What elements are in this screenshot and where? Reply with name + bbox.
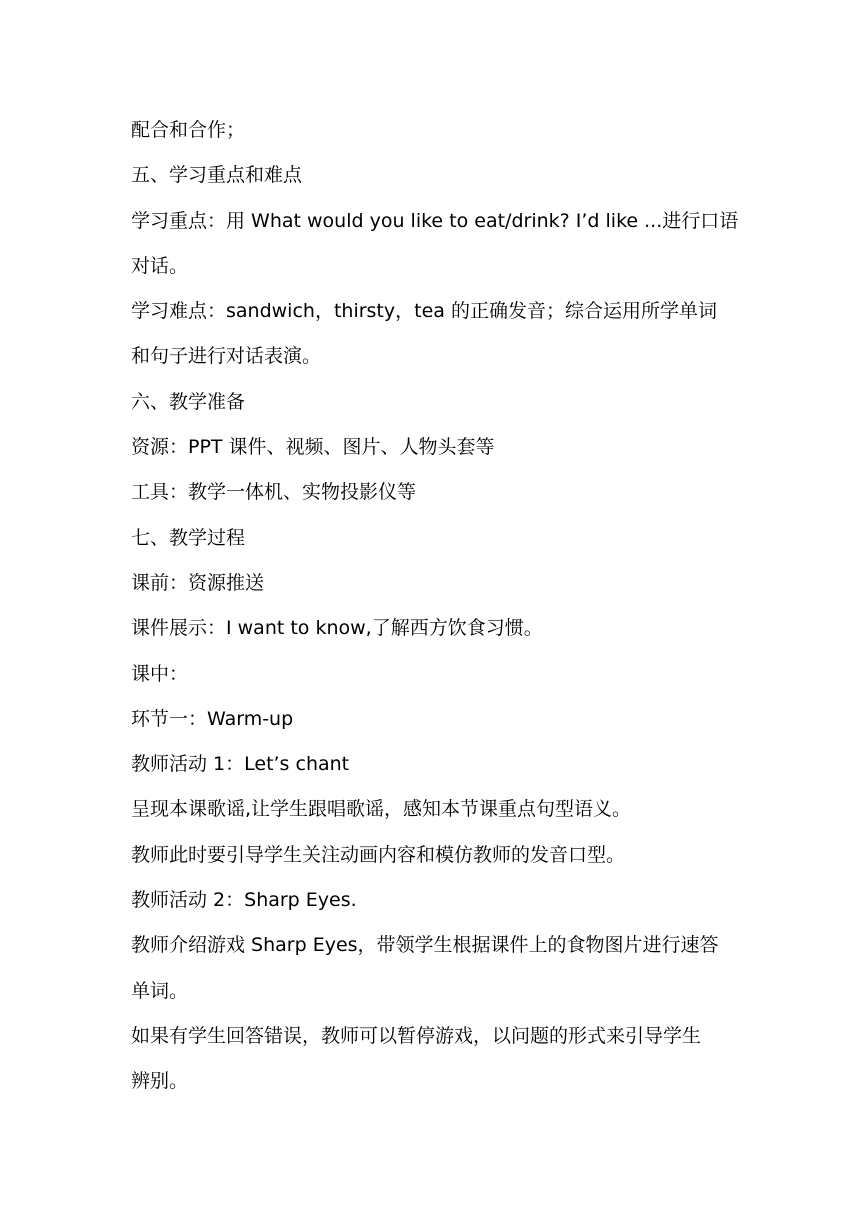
text-line-cooperation: 配合和合作； <box>131 119 246 141</box>
text-line-in-class: 课中： <box>131 662 189 685</box>
section-heading-process: 七、教学过程 <box>131 526 246 549</box>
text-line-chant-guide: 教师此时要引导学生关注动画内容和模仿教师的发音口型。 <box>131 843 626 866</box>
text-line-tools: 工具：教学一体机、实物投影仪等 <box>131 481 417 504</box>
text-line-game-intro: 教师介绍游戏 Sharp Eyes，带领学生根据课件上的食物图片进行速答 <box>131 934 719 957</box>
text-line-before-class: 课前：资源推送 <box>131 571 265 594</box>
text-line-stage-one: 环节一：Warm-up <box>131 707 294 730</box>
text-line-difficult-point: 学习难点：sandwich，thirsty，tea 的正确发音；综合运用所学单词 <box>131 300 717 323</box>
text-line-error-handling-cont: 辨别。 <box>131 1070 189 1093</box>
section-heading-preparation: 六、教学准备 <box>131 390 246 413</box>
text-line-key-point: 学习重点：用 What would you like to eat/drink? I’d like ...进行口语 <box>131 209 739 232</box>
text-line-game-intro-cont: 单词。 <box>131 979 189 1002</box>
section-heading-key-points: 五、学习重点和难点 <box>131 164 303 187</box>
text-line-courseware: 课件展示：I want to know,了解西方饮食习惯。 <box>131 617 543 640</box>
text-line-resources: 资源：PPT 课件、视频、图片、人物头套等 <box>131 436 495 459</box>
document-body <box>131 108 739 1105</box>
text-line-error-handling: 如果有学生回答错误，教师可以暂停游戏，以问题的形式来引导学生 <box>131 1024 702 1047</box>
text-line-key-point-cont: 对话。 <box>131 254 189 277</box>
text-line-difficult-point-cont: 和句子进行对话表演。 <box>131 345 322 368</box>
text-line-chant-desc: 呈现本课歌谣,让学生跟唱歌谣，感知本节课重点句型语义。 <box>131 798 632 821</box>
text-line-activity-two: 教师活动 2：Sharp Eyes. <box>131 889 357 912</box>
text-line-activity-one: 教师活动 1：Let’s chant <box>131 753 350 776</box>
